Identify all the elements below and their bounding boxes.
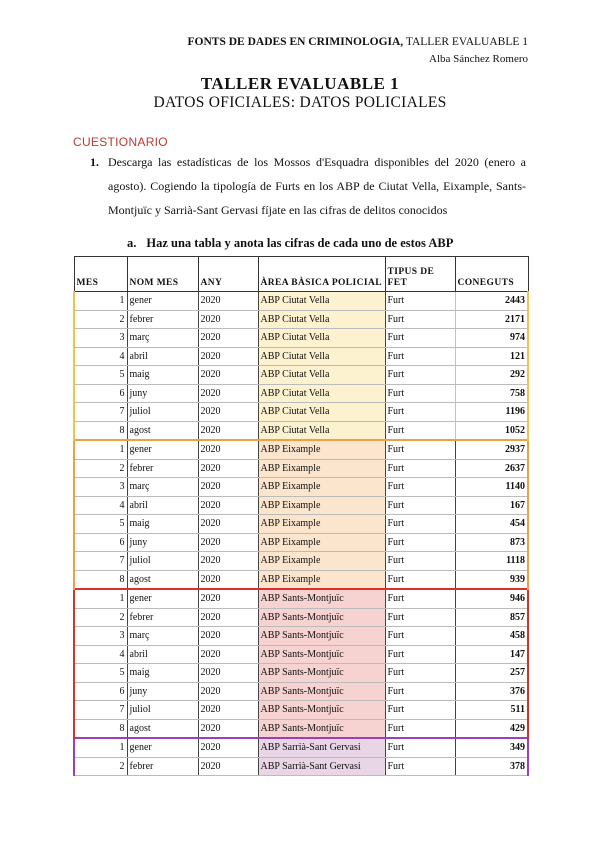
table-row xyxy=(74,496,528,515)
cell-nom-mes: febrer xyxy=(127,608,198,627)
table-row xyxy=(74,292,528,311)
cell-coneguts: 429 xyxy=(455,719,528,738)
cell-mes: 1 xyxy=(74,440,127,459)
cell-coneguts: 349 xyxy=(455,738,528,757)
column-header-any: ANY xyxy=(198,257,258,292)
cell-tipus: Furt xyxy=(385,645,455,664)
table-row xyxy=(74,608,528,627)
cell-coneguts: 1052 xyxy=(455,421,528,440)
cell-mes: 6 xyxy=(74,384,127,403)
cell-tipus: Furt xyxy=(385,292,455,311)
cell-nom-mes: febrer xyxy=(127,459,198,478)
cell-area: ABP Ciutat Vella xyxy=(258,310,385,329)
cell-mes: 4 xyxy=(74,645,127,664)
cell-area: ABP Ciutat Vella xyxy=(258,384,385,403)
table-row xyxy=(74,757,528,776)
cell-coneguts: 939 xyxy=(455,570,528,589)
table-row xyxy=(74,682,528,701)
cell-mes: 2 xyxy=(74,608,127,627)
cell-any: 2020 xyxy=(198,421,258,440)
table-body xyxy=(74,292,528,776)
cell-any: 2020 xyxy=(198,515,258,534)
cell-mes: 2 xyxy=(74,459,127,478)
question-text: Descarga las estadísticas de los Mossos d'Esquadra disponibles del 2020 (enero a agosto). Cogiendo la tipología de Furts en los ABP de Ciutat Vella, Eixample, Sants-Montjuïc y Sarrià-Sant Gervasi fíjate en las cifras de delitos conocidos xyxy=(108,155,526,217)
cell-nom-mes: agost xyxy=(127,421,198,440)
cell-area: ABP Eixample xyxy=(258,478,385,497)
cell-coneguts: 946 xyxy=(455,589,528,608)
cell-coneguts: 167 xyxy=(455,496,528,515)
cell-area: ABP Sants-Montjuïc xyxy=(258,645,385,664)
cell-mes: 5 xyxy=(74,366,127,385)
cell-tipus: Furt xyxy=(385,403,455,422)
cell-mes: 2 xyxy=(74,757,127,776)
cell-any: 2020 xyxy=(198,478,258,497)
cell-tipus: Furt xyxy=(385,366,455,385)
cell-nom-mes: agost xyxy=(127,570,198,589)
cell-any: 2020 xyxy=(198,664,258,683)
cell-nom-mes: juliol xyxy=(127,701,198,720)
cell-any: 2020 xyxy=(198,329,258,348)
cell-coneguts: 2171 xyxy=(455,310,528,329)
cell-tipus: Furt xyxy=(385,459,455,478)
cell-any: 2020 xyxy=(198,292,258,311)
cell-tipus: Furt xyxy=(385,347,455,366)
page-title: TALLER EVALUABLE 1 xyxy=(200,74,400,93)
subquestion-text: Haz una tabla y anota las cifras de cada uno de estos ABP xyxy=(146,236,454,250)
cell-tipus: Furt xyxy=(385,664,455,683)
table-row xyxy=(74,664,528,683)
cell-area: ABP Eixample xyxy=(258,459,385,478)
cell-tipus: Furt xyxy=(385,533,455,552)
cell-coneguts: 2937 xyxy=(455,440,528,459)
cell-mes: 8 xyxy=(74,719,127,738)
cell-any: 2020 xyxy=(198,627,258,646)
course-name: FONTS DE DADES EN CRIMINOLOGIA, xyxy=(187,36,404,48)
table-row xyxy=(74,738,528,757)
cell-area: ABP Sants-Montjuïc xyxy=(258,608,385,627)
cell-coneguts: 458 xyxy=(455,627,528,646)
cell-mes: 5 xyxy=(74,664,127,683)
cell-tipus: Furt xyxy=(385,384,455,403)
cell-nom-mes: febrer xyxy=(127,757,198,776)
column-header-mes: MES xyxy=(74,257,127,292)
cell-mes: 3 xyxy=(74,329,127,348)
cell-area: ABP Ciutat Vella xyxy=(258,347,385,366)
cell-nom-mes: gener xyxy=(127,292,198,311)
cell-area: ABP Eixample xyxy=(258,552,385,571)
cell-any: 2020 xyxy=(198,310,258,329)
table-row xyxy=(74,421,528,440)
cell-nom-mes: març xyxy=(127,627,198,646)
cell-mes: 5 xyxy=(74,515,127,534)
cell-nom-mes: juny xyxy=(127,533,198,552)
cell-tipus: Furt xyxy=(385,515,455,534)
cell-any: 2020 xyxy=(198,552,258,571)
cell-tipus: Furt xyxy=(385,589,455,608)
cell-nom-mes: maig xyxy=(127,664,198,683)
cell-area: ABP Eixample xyxy=(258,440,385,459)
cell-area: ABP Sants-Montjuïc xyxy=(258,664,385,683)
cell-tipus: Furt xyxy=(385,496,455,515)
cell-any: 2020 xyxy=(198,738,258,757)
cell-nom-mes: gener xyxy=(127,589,198,608)
cell-coneguts: 376 xyxy=(455,682,528,701)
cell-any: 2020 xyxy=(198,347,258,366)
cell-tipus: Furt xyxy=(385,627,455,646)
cell-any: 2020 xyxy=(198,701,258,720)
document-label: TALLER EVALUABLE 1 xyxy=(403,36,528,48)
author-name: Alba Sánchez Romero xyxy=(429,53,528,65)
cell-mes: 7 xyxy=(74,552,127,571)
cell-area: ABP Sarrià-Sant Gervasi xyxy=(258,757,385,776)
cell-area: ABP Eixample xyxy=(258,570,385,589)
cell-any: 2020 xyxy=(198,757,258,776)
cell-tipus: Furt xyxy=(385,719,455,738)
table-row xyxy=(74,552,528,571)
cell-tipus: Furt xyxy=(385,738,455,757)
cell-nom-mes: març xyxy=(127,329,198,348)
table-row xyxy=(74,459,528,478)
cell-nom-mes: febrer xyxy=(127,310,198,329)
cell-mes: 7 xyxy=(74,701,127,720)
table-row xyxy=(74,533,528,552)
question-1 xyxy=(90,150,526,222)
cell-nom-mes: juliol xyxy=(127,552,198,571)
column-header-coneguts: CONEGUTS xyxy=(455,257,528,292)
cell-area: ABP Eixample xyxy=(258,515,385,534)
running-header xyxy=(188,36,528,48)
cell-area: ABP Ciutat Vella xyxy=(258,292,385,311)
cell-any: 2020 xyxy=(198,403,258,422)
cell-mes: 1 xyxy=(74,589,127,608)
cell-nom-mes: abril xyxy=(127,496,198,515)
cell-tipus: Furt xyxy=(385,421,455,440)
cell-area: ABP Sarrià-Sant Gervasi xyxy=(258,738,385,757)
cell-nom-mes: gener xyxy=(127,738,198,757)
cell-coneguts: 1196 xyxy=(455,403,528,422)
section-heading: CUESTIONARIO xyxy=(73,135,168,149)
cell-nom-mes: juliol xyxy=(127,403,198,422)
cell-tipus: Furt xyxy=(385,682,455,701)
cell-mes: 4 xyxy=(74,347,127,366)
cell-any: 2020 xyxy=(198,570,258,589)
cell-area: ABP Sants-Montjuïc xyxy=(258,589,385,608)
cell-mes: 1 xyxy=(74,738,127,757)
table-row xyxy=(74,384,528,403)
cell-nom-mes: juny xyxy=(127,682,198,701)
cell-coneguts: 873 xyxy=(455,533,528,552)
cell-mes: 6 xyxy=(74,533,127,552)
cell-any: 2020 xyxy=(198,719,258,738)
cell-mes: 3 xyxy=(74,627,127,646)
cell-coneguts: 121 xyxy=(455,347,528,366)
cell-any: 2020 xyxy=(198,682,258,701)
table-row xyxy=(74,440,528,459)
cell-mes: 1 xyxy=(74,292,127,311)
cell-mes: 8 xyxy=(74,570,127,589)
cell-nom-mes: agost xyxy=(127,719,198,738)
cell-coneguts: 257 xyxy=(455,664,528,683)
furts-table xyxy=(73,256,529,776)
table-row xyxy=(74,366,528,385)
cell-any: 2020 xyxy=(198,459,258,478)
table-row xyxy=(74,478,528,497)
cell-any: 2020 xyxy=(198,384,258,403)
cell-coneguts: 292 xyxy=(455,366,528,385)
cell-mes: 4 xyxy=(74,496,127,515)
cell-any: 2020 xyxy=(198,440,258,459)
cell-area: ABP Sants-Montjuïc xyxy=(258,682,385,701)
cell-area: ABP Ciutat Vella xyxy=(258,403,385,422)
cell-mes: 7 xyxy=(74,403,127,422)
cell-coneguts: 758 xyxy=(455,384,528,403)
cell-nom-mes: juny xyxy=(127,384,198,403)
cell-area: ABP Sants-Montjuïc xyxy=(258,627,385,646)
table-row xyxy=(74,403,528,422)
cell-mes: 6 xyxy=(74,682,127,701)
cell-nom-mes: abril xyxy=(127,347,198,366)
table-row xyxy=(74,645,528,664)
column-header-nom-mes: NOM MES xyxy=(127,257,198,292)
cell-area: ABP Eixample xyxy=(258,533,385,552)
column-header-tipus: TIPUS DE FET xyxy=(385,257,455,292)
cell-nom-mes: maig xyxy=(127,515,198,534)
cell-tipus: Furt xyxy=(385,440,455,459)
cell-tipus: Furt xyxy=(385,552,455,571)
table-row xyxy=(74,719,528,738)
cell-tipus: Furt xyxy=(385,757,455,776)
cell-tipus: Furt xyxy=(385,310,455,329)
cell-any: 2020 xyxy=(198,645,258,664)
cell-coneguts: 2443 xyxy=(455,292,528,311)
cell-mes: 3 xyxy=(74,478,127,497)
subquestion-letter: a. xyxy=(127,236,137,250)
cell-coneguts: 1118 xyxy=(455,552,528,571)
cell-area: ABP Ciutat Vella xyxy=(258,366,385,385)
column-header-area: ÀREA BÀSICA POLICIAL xyxy=(258,257,385,292)
cell-coneguts: 1140 xyxy=(455,478,528,497)
table-row xyxy=(74,515,528,534)
cell-tipus: Furt xyxy=(385,478,455,497)
cell-any: 2020 xyxy=(198,366,258,385)
cell-coneguts: 857 xyxy=(455,608,528,627)
table-header-row xyxy=(74,257,528,292)
cell-any: 2020 xyxy=(198,533,258,552)
cell-area: ABP Sants-Montjuïc xyxy=(258,701,385,720)
table-row xyxy=(74,701,528,720)
table-row xyxy=(74,329,528,348)
cell-tipus: Furt xyxy=(385,329,455,348)
cell-coneguts: 378 xyxy=(455,757,528,776)
cell-mes: 2 xyxy=(74,310,127,329)
cell-tipus: Furt xyxy=(385,608,455,627)
cell-any: 2020 xyxy=(198,589,258,608)
cell-coneguts: 454 xyxy=(455,515,528,534)
table-row xyxy=(74,347,528,366)
cell-area: ABP Ciutat Vella xyxy=(258,421,385,440)
cell-area: ABP Ciutat Vella xyxy=(258,329,385,348)
cell-coneguts: 2637 xyxy=(455,459,528,478)
cell-area: ABP Eixample xyxy=(258,496,385,515)
subquestion-a xyxy=(127,236,453,251)
cell-nom-mes: març xyxy=(127,478,198,497)
cell-coneguts: 974 xyxy=(455,329,528,348)
table-row xyxy=(74,627,528,646)
table-row xyxy=(74,589,528,608)
table-row xyxy=(74,310,528,329)
cell-any: 2020 xyxy=(198,496,258,515)
cell-tipus: Furt xyxy=(385,701,455,720)
cell-coneguts: 511 xyxy=(455,701,528,720)
cell-nom-mes: abril xyxy=(127,645,198,664)
cell-area: ABP Sants-Montjuïc xyxy=(258,719,385,738)
cell-coneguts: 147 xyxy=(455,645,528,664)
page-subtitle: DATOS OFICIALES: DATOS POLICIALES xyxy=(153,94,447,111)
cell-tipus: Furt xyxy=(385,570,455,589)
question-number: 1. xyxy=(90,155,99,169)
cell-nom-mes: gener xyxy=(127,440,198,459)
cell-nom-mes: maig xyxy=(127,366,198,385)
cell-mes: 8 xyxy=(74,421,127,440)
cell-any: 2020 xyxy=(198,608,258,627)
table-row xyxy=(74,570,528,589)
